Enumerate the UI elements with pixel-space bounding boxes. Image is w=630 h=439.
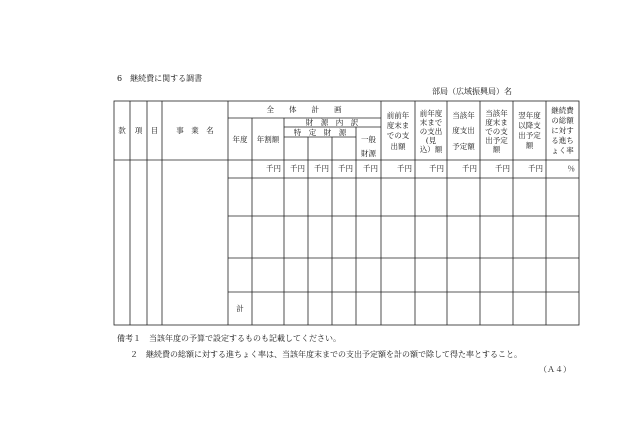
- svg-text:出予定: 出予定: [485, 136, 508, 145]
- header-ippan-zaigen-1: 一般: [361, 135, 376, 144]
- unit-tokutei-2: 千円: [314, 164, 329, 173]
- svg-text:の支出: の支出: [419, 127, 443, 136]
- note-1: 備考１ 当該年度の予算で設定するものも記載してください。: [117, 334, 341, 343]
- header-kou: 項: [134, 126, 143, 135]
- svg-text:(見: (見: [425, 136, 437, 145]
- svg-text:込）額: 込）額: [419, 145, 443, 154]
- svg-text:以降支: 以降支: [518, 121, 541, 130]
- header-zenzen-nendo: [387, 110, 410, 151]
- header-nendo: 年度: [232, 135, 248, 144]
- svg-text:に対す: に対す: [551, 126, 574, 135]
- unit-tougaimatsu: 千円: [495, 164, 510, 173]
- svg-text:額: 額: [492, 145, 501, 154]
- svg-text:当該年: 当該年: [485, 109, 508, 118]
- svg-text:当該年: 当該年: [452, 111, 475, 120]
- unit-tokutei-3: 千円: [338, 164, 353, 173]
- svg-text:の総額: の総額: [551, 116, 574, 125]
- svg-text:る進ち: る進ち: [551, 136, 574, 145]
- unit-yokunen: 千円: [528, 164, 543, 173]
- svg-text:ょく率: ょく率: [551, 146, 574, 155]
- header-zaigen-uchiwake: 財 源 内 訳: [305, 118, 359, 127]
- header-moku: 目: [150, 126, 159, 135]
- header-tougai-nendomatsu: [485, 108, 508, 154]
- svg-text:での支: での支: [485, 127, 508, 136]
- header-nenwari: 年割額: [256, 135, 280, 144]
- header-zennen-do: [420, 108, 443, 154]
- unit-tokutei-1: 千円: [290, 164, 305, 173]
- header-jigyou-name: 事 業 名: [176, 126, 214, 135]
- unit-ippan: 千円: [363, 164, 378, 173]
- document-title: 6 継続費に関する調書: [117, 74, 203, 83]
- unit-zennen: 千円: [429, 164, 444, 173]
- header-kan: 款: [118, 126, 126, 135]
- unit-tougai: 千円: [462, 164, 477, 173]
- svg-text:翌年度: 翌年度: [518, 111, 541, 120]
- svg-text:度末ま: 度末ま: [386, 121, 410, 130]
- total-label: 計: [236, 304, 244, 313]
- svg-text:前前年: 前前年: [386, 111, 410, 120]
- svg-text:額: 額: [525, 141, 534, 150]
- svg-text:での支: での支: [386, 131, 410, 140]
- department-label: 部局（広域振興局）名: [432, 87, 512, 96]
- svg-text:継続費: 継続費: [551, 106, 574, 115]
- svg-text:出予定: 出予定: [518, 131, 541, 140]
- header-yokunendo: [518, 110, 541, 150]
- header-tougai-nendo: [452, 110, 475, 151]
- header-tokutei-zaigen: 特 定 財 源: [293, 128, 347, 137]
- note-2: ２ 継続費の総額に対する進ちょく率は、当該年度末までの支出予定額を計の額で除して得た率とすること。: [130, 350, 522, 359]
- svg-text:度支出: 度支出: [452, 126, 475, 135]
- unit-zenzen: 千円: [397, 164, 412, 173]
- header-zentai-keikaku: 全 体 計 画: [266, 105, 342, 114]
- svg-text:末まで: 末まで: [419, 118, 443, 127]
- svg-text:度末ま: 度末ま: [485, 118, 508, 127]
- svg-text:前年度: 前年度: [419, 109, 443, 118]
- unit-nenwari: 千円: [266, 164, 281, 173]
- unit-row: [266, 164, 575, 173]
- svg-text:予定額: 予定額: [452, 142, 475, 151]
- header-shinchoku-ritsu: [551, 105, 574, 155]
- svg-text:出額: 出額: [390, 142, 406, 151]
- paper-size-label: （Ａ４）: [539, 365, 571, 374]
- unit-percent: ％: [567, 164, 575, 173]
- header-ippan-zaigen-2: 財源: [361, 149, 376, 158]
